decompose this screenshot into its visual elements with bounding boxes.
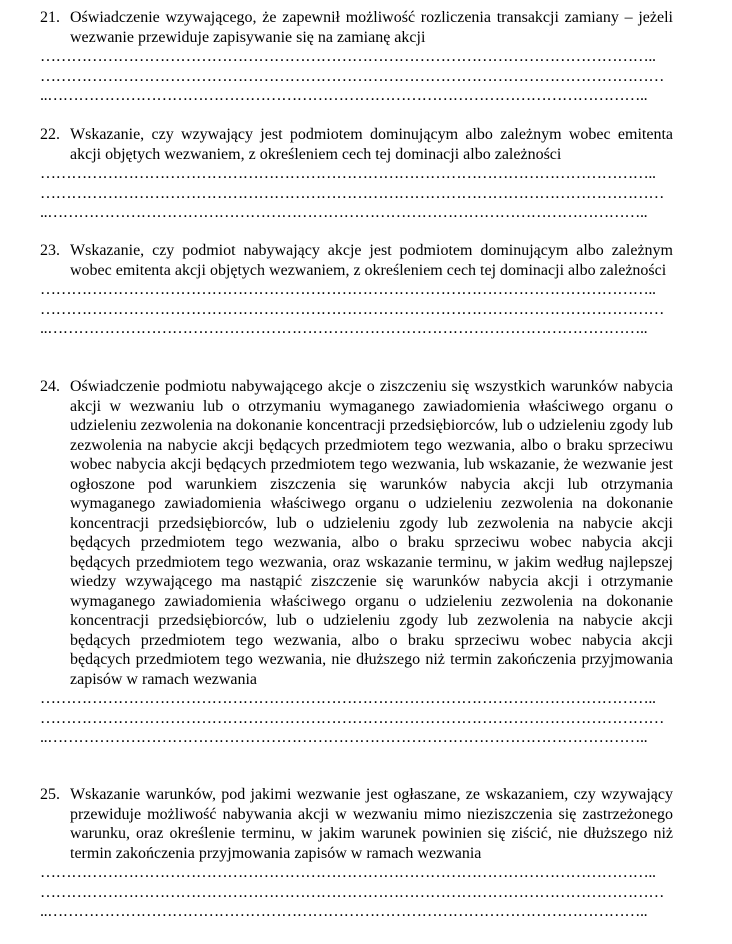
fill-in-line[interactable]: ………………………………………………………………………………………………………… — [40, 300, 665, 318]
fill-in-line[interactable]: ……………………………………………………………………………………………………….. — [40, 48, 656, 65]
item-text: Wskazanie warunków, pod jakimi wezwanie jest ogłaszane, ze wskazaniem, czy wzywający przewiduje możliwość nabywania akcji w wezwaniu mimo nieziszczenia się zastrzeżonego warunku, oraz określenie terminu, w jakim warunek powinien się ziścić, nie dłuższego niż termin zakończenia przyjmowania zapisów w ramach wezwania — [70, 786, 673, 862]
item-number: 23. — [40, 242, 60, 259]
fill-in-line[interactable]: ..…………………………………………………………………………………………………….. — [40, 729, 648, 746]
fill-in-line[interactable]: ……………………………………………………………………………………………………….. — [40, 864, 656, 881]
fill-in-line[interactable]: ..…………………………………………………………………………………………………….. — [40, 204, 648, 221]
fill-in-line[interactable]: ………………………………………………………………………………………………………… — [40, 184, 665, 202]
item-text: Oświadczenie wzywającego, że zapewnił możliwość rozliczenia transakcji zamiany – jeżeli wezwanie przewiduje zapisywanie się na zamianę akcji — [70, 9, 673, 46]
fill-in-line[interactable]: ..…………………………………………………………………………………………………….. — [40, 903, 648, 920]
item-number: 22. — [40, 126, 60, 143]
item-text: Oświadczenie podmiotu nabywającego akcje o ziszczeniu się wszystkich warunków nabycia akcji w wezwaniu lub o otrzymaniu wymaganego zawiadomienia właściwego organu o udzieleniu zezwolenia na dokonanie koncentracji przedsiębiorców, lub o udzieleniu zgody lub zezwolenia na nabycie akcji będących przedmiotem tego wezwania, albo o braku sprzeciwu wobec nabycia akcji będących przedmiotem tego wezwania, lub wskazanie, że wezwanie jest ogłoszone pod warunkiem ziszczenia się warunków nabycia akcji lub otrzymania wymaganego zawiadomienia właściwego organu o udzieleniu zezwolenia na dokonanie koncentracji przedsiębiorców, lub o udzieleniu zgody lub zezwolenia na nabycie akcji będących przedmiotem tego wezwania, albo o braku sprzeciwu wobec nabycia akcji będących przedmiotem tego wezwania, oraz wskazanie terminu, w jakim według najlepszej wiedzy wzywającego ma nastąpić ziszczenie się warunków nabycia akcji i otrzymanie wymaganego zawiadomienia właściwego organu o udzieleniu zezwolenia na dokonanie koncentracji przedsiębiorców, lub o udzieleniu zgody lub zezwolenia na nabycie akcji będących przedmiotem tego wezwania, albo o braku sprzeciwu wobec nabycia akcji będących przedmiotem tego wezwania, nie dłuższego niż termin zakończenia przyjmowania zapisów w ramach wezwania — [70, 378, 673, 688]
item-number: 25. — [40, 786, 60, 803]
fill-in-line[interactable]: ………………………………………………………………………………………………………… — [40, 67, 665, 85]
fill-in-line[interactable]: ..…………………………………………………………………………………………………….. — [40, 87, 648, 104]
item-text: Wskazanie, czy wzywający jest podmiotem dominującym albo zależnym wobec emitenta akcji objętych wezwaniem, z określeniem cech tej dominacji albo zależności — [70, 126, 673, 163]
fill-in-line[interactable]: ……………………………………………………………………………………………………….. — [40, 690, 656, 707]
item-number: 24. — [40, 378, 60, 395]
item-22 — [40, 125, 673, 223]
fill-in-line[interactable]: ………………………………………………………………………………………………………… — [40, 709, 665, 727]
item-number: 21. — [40, 9, 60, 26]
fill-in-line[interactable]: ..…………………………………………………………………………………………………….. — [40, 320, 648, 337]
item-24 — [40, 377, 673, 748]
fill-in-line[interactable]: ………………………………………………………………………………………………………… — [40, 883, 665, 901]
fill-in-line[interactable]: ……………………………………………………………………………………………………….. — [40, 281, 656, 298]
item-23 — [40, 241, 673, 339]
fill-in-line[interactable]: ……………………………………………………………………………………………………….. — [40, 165, 656, 182]
item-25 — [40, 785, 673, 922]
item-text: Wskazanie, czy podmiot nabywający akcje jest podmiotem dominującym albo zależnym wobec emitenta akcji objętych wezwaniem, z określeniem cech tej dominacji albo zależności — [70, 242, 673, 279]
item-21 — [40, 8, 673, 106]
